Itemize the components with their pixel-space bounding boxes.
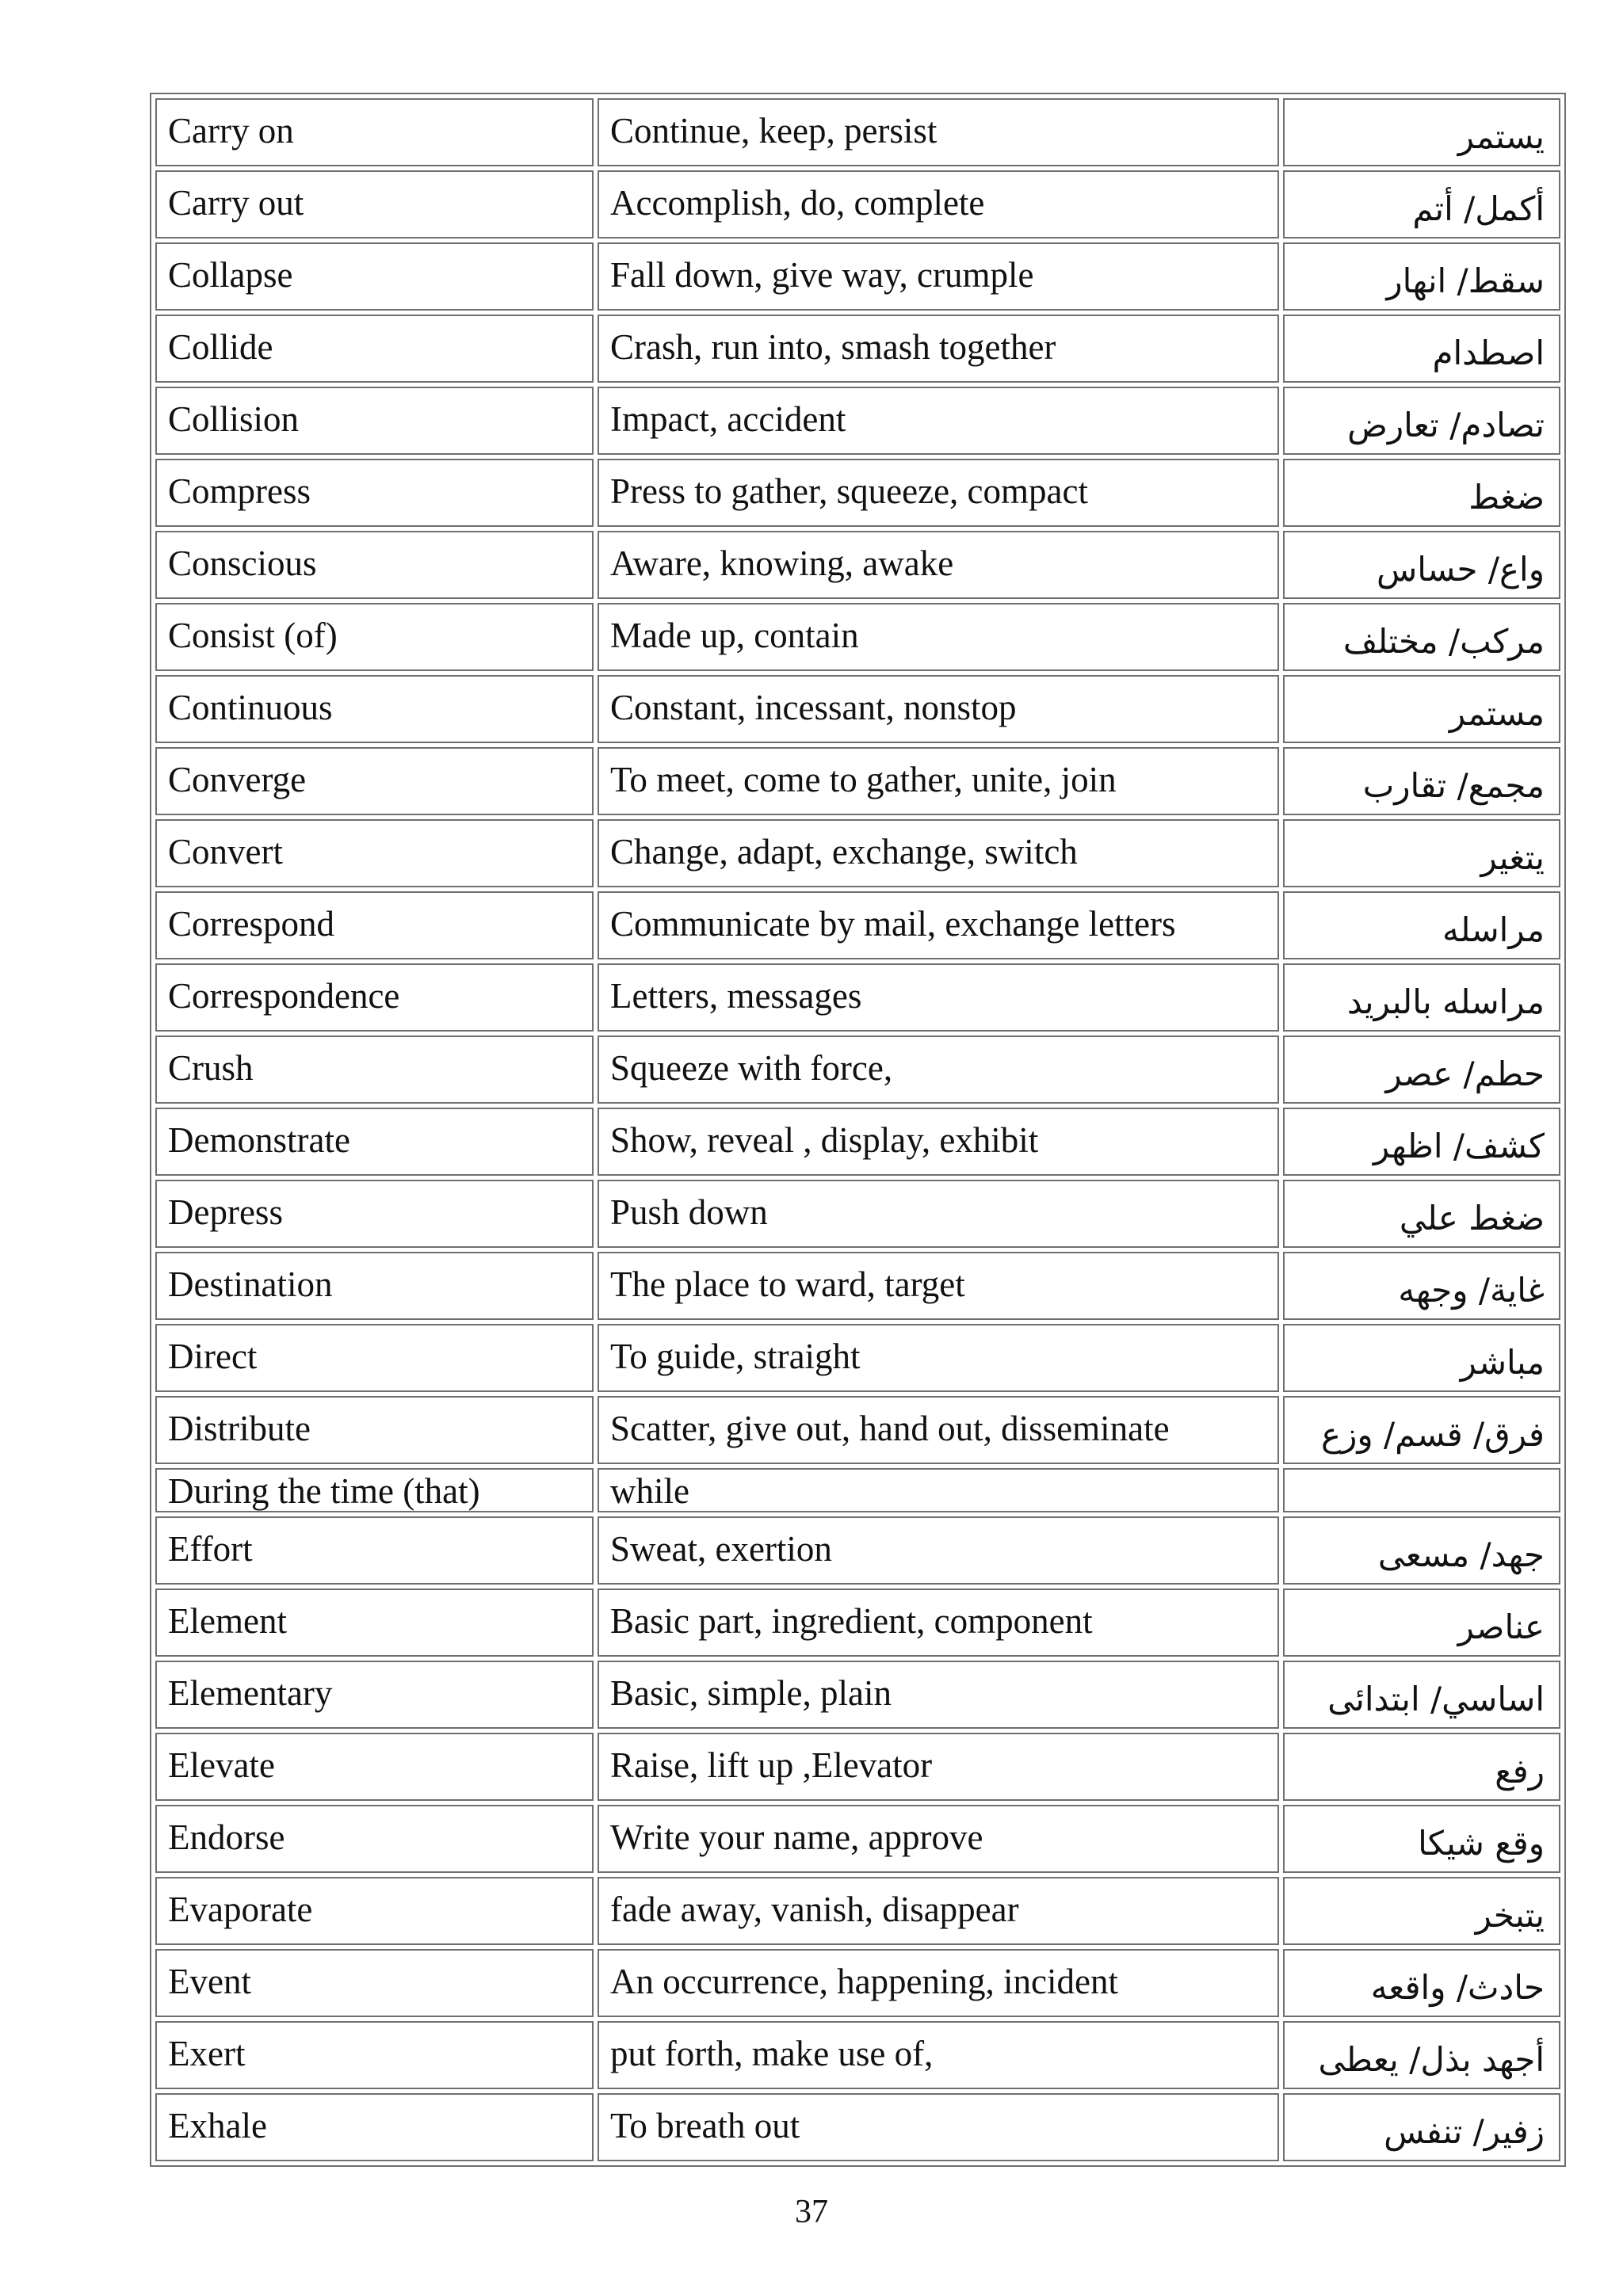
term-cell: Convert (155, 819, 594, 887)
term-cell: Correspondence (155, 963, 594, 1032)
arabic-cell: رفع (1283, 1733, 1560, 1801)
vocabulary-table-body (155, 98, 1560, 2161)
synonyms-cell: Impact, accident (598, 387, 1279, 455)
synonyms-cell: Show, reveal , display, exhibit (598, 1108, 1279, 1176)
table-row (155, 891, 1560, 959)
table-row (155, 603, 1560, 671)
table-row (155, 315, 1560, 383)
vocabulary-table (150, 93, 1566, 2167)
term-cell: During the time (that) (155, 1468, 594, 1512)
table-row (155, 1805, 1560, 1873)
arabic-cell: ضغط علي (1283, 1180, 1560, 1248)
synonyms-cell: To guide, straight (598, 1324, 1279, 1392)
term-cell: Evaporate (155, 1877, 594, 1945)
term-cell: Event (155, 1949, 594, 2017)
synonyms-cell: Sweat, exertion (598, 1516, 1279, 1585)
table-row (155, 531, 1560, 599)
synonyms-cell: To meet, come to gather, unite, join (598, 747, 1279, 815)
table-row (155, 1733, 1560, 1801)
term-cell: Effort (155, 1516, 594, 1585)
table-row (155, 963, 1560, 1032)
table-row (155, 459, 1560, 527)
table-row (155, 387, 1560, 455)
table-row (155, 1108, 1560, 1176)
synonyms-cell: Press to gather, squeeze, compact (598, 459, 1279, 527)
synonyms-cell: Crash, run into, smash together (598, 315, 1279, 383)
synonyms-cell: Squeeze with force, (598, 1035, 1279, 1104)
page-number: 37 (795, 2194, 828, 2230)
table-row (155, 98, 1560, 166)
table-row (155, 675, 1560, 743)
arabic-cell: مركب/ مختلف (1283, 603, 1560, 671)
term-cell: Distribute (155, 1396, 594, 1464)
table-row (155, 1661, 1560, 1729)
term-cell: Collide (155, 315, 594, 383)
arabic-cell: فرق/ قسم/ وزع (1283, 1396, 1560, 1464)
arabic-cell: حادث/ واقعه (1283, 1949, 1560, 2017)
term-cell: Element (155, 1589, 594, 1657)
term-cell: Collision (155, 387, 594, 455)
arabic-cell: مراسله بالبريد (1283, 963, 1560, 1032)
arabic-cell: اصطدام (1283, 315, 1560, 383)
table-row (155, 1252, 1560, 1320)
synonyms-cell: put forth, make use of, (598, 2021, 1279, 2089)
term-cell: Consist (of) (155, 603, 594, 671)
term-cell: Continuous (155, 675, 594, 743)
arabic-cell: زفير/ تنفس (1283, 2093, 1560, 2161)
term-cell: Correspond (155, 891, 594, 959)
table-row (155, 1324, 1560, 1392)
term-cell: Elementary (155, 1661, 594, 1729)
table-row (155, 1035, 1560, 1104)
synonyms-cell: Fall down, give way, crumple (598, 242, 1279, 311)
synonyms-cell: Accomplish, do, complete (598, 170, 1279, 238)
term-cell: Compress (155, 459, 594, 527)
table-row (155, 1949, 1560, 2017)
synonyms-cell: fade away, vanish, disappear (598, 1877, 1279, 1945)
synonyms-cell: To breath out (598, 2093, 1279, 2161)
synonyms-cell: Continue, keep, persist (598, 98, 1279, 166)
arabic-cell: حطم/ عصر (1283, 1035, 1560, 1104)
synonyms-cell: Write your name, approve (598, 1805, 1279, 1873)
arabic-cell: وقع شيكا (1283, 1805, 1560, 1873)
term-cell: Depress (155, 1180, 594, 1248)
term-cell: Conscious (155, 531, 594, 599)
term-cell: Exhale (155, 2093, 594, 2161)
arabic-cell: يتبخر (1283, 1877, 1560, 1945)
table-row (155, 1180, 1560, 1248)
arabic-cell (1283, 1468, 1560, 1512)
term-cell: Carry on (155, 98, 594, 166)
table-row (155, 1589, 1560, 1657)
synonyms-cell: Basic part, ingredient, component (598, 1589, 1279, 1657)
synonyms-cell: Change, adapt, exchange, switch (598, 819, 1279, 887)
table-row (155, 747, 1560, 815)
table-row (155, 1516, 1560, 1585)
arabic-cell: ضغط (1283, 459, 1560, 527)
arabic-cell: مجمع/ تقارب (1283, 747, 1560, 815)
table-row (155, 1468, 1560, 1512)
arabic-cell: غاية/ وجهه (1283, 1252, 1560, 1320)
table-row (155, 1396, 1560, 1464)
synonyms-cell: Letters, messages (598, 963, 1279, 1032)
arabic-cell: أكمل/ أتم (1283, 170, 1560, 238)
arabic-cell: اساسي/ ابتدائى (1283, 1661, 1560, 1729)
synonyms-cell: while (598, 1468, 1279, 1512)
term-cell: Direct (155, 1324, 594, 1392)
term-cell: Elevate (155, 1733, 594, 1801)
synonyms-cell: An occurrence, happening, incident (598, 1949, 1279, 2017)
table-row (155, 819, 1560, 887)
arabic-cell: تصادم/ تعارض (1283, 387, 1560, 455)
arabic-cell: مراسله (1283, 891, 1560, 959)
arabic-cell: كشف/ اظهر (1283, 1108, 1560, 1176)
term-cell: Destination (155, 1252, 594, 1320)
synonyms-cell: The place to ward, target (598, 1252, 1279, 1320)
term-cell: Endorse (155, 1805, 594, 1873)
arabic-cell: يتغير (1283, 819, 1560, 887)
synonyms-cell: Raise, lift up ,Elevator (598, 1733, 1279, 1801)
term-cell: Converge (155, 747, 594, 815)
term-cell: Collapse (155, 242, 594, 311)
table-row (155, 170, 1560, 238)
arabic-cell: سقط/ انهار (1283, 242, 1560, 311)
synonyms-cell: Basic, simple, plain (598, 1661, 1279, 1729)
synonyms-cell: Made up, contain (598, 603, 1279, 671)
synonyms-cell: Communicate by mail, exchange letters (598, 891, 1279, 959)
arabic-cell: جهد/ مسعى (1283, 1516, 1560, 1585)
arabic-cell: مباشر (1283, 1324, 1560, 1392)
term-cell: Demonstrate (155, 1108, 594, 1176)
arabic-cell: مستمر (1283, 675, 1560, 743)
synonyms-cell: Constant, incessant, nonstop (598, 675, 1279, 743)
arabic-cell: يستمر (1283, 98, 1560, 166)
term-cell: Crush (155, 1035, 594, 1104)
arabic-cell: عناصر (1283, 1589, 1560, 1657)
table-row (155, 1877, 1560, 1945)
synonyms-cell: Aware, knowing, awake (598, 531, 1279, 599)
term-cell: Carry out (155, 170, 594, 238)
synonyms-cell: Scatter, give out, hand out, disseminate (598, 1396, 1279, 1464)
synonyms-cell: Push down (598, 1180, 1279, 1248)
table-row (155, 2093, 1560, 2161)
term-cell: Exert (155, 2021, 594, 2089)
arabic-cell: أجهد بذل/ يعطى (1283, 2021, 1560, 2089)
table-row (155, 242, 1560, 311)
table-row (155, 2021, 1560, 2089)
arabic-cell: واع/ حساس (1283, 531, 1560, 599)
